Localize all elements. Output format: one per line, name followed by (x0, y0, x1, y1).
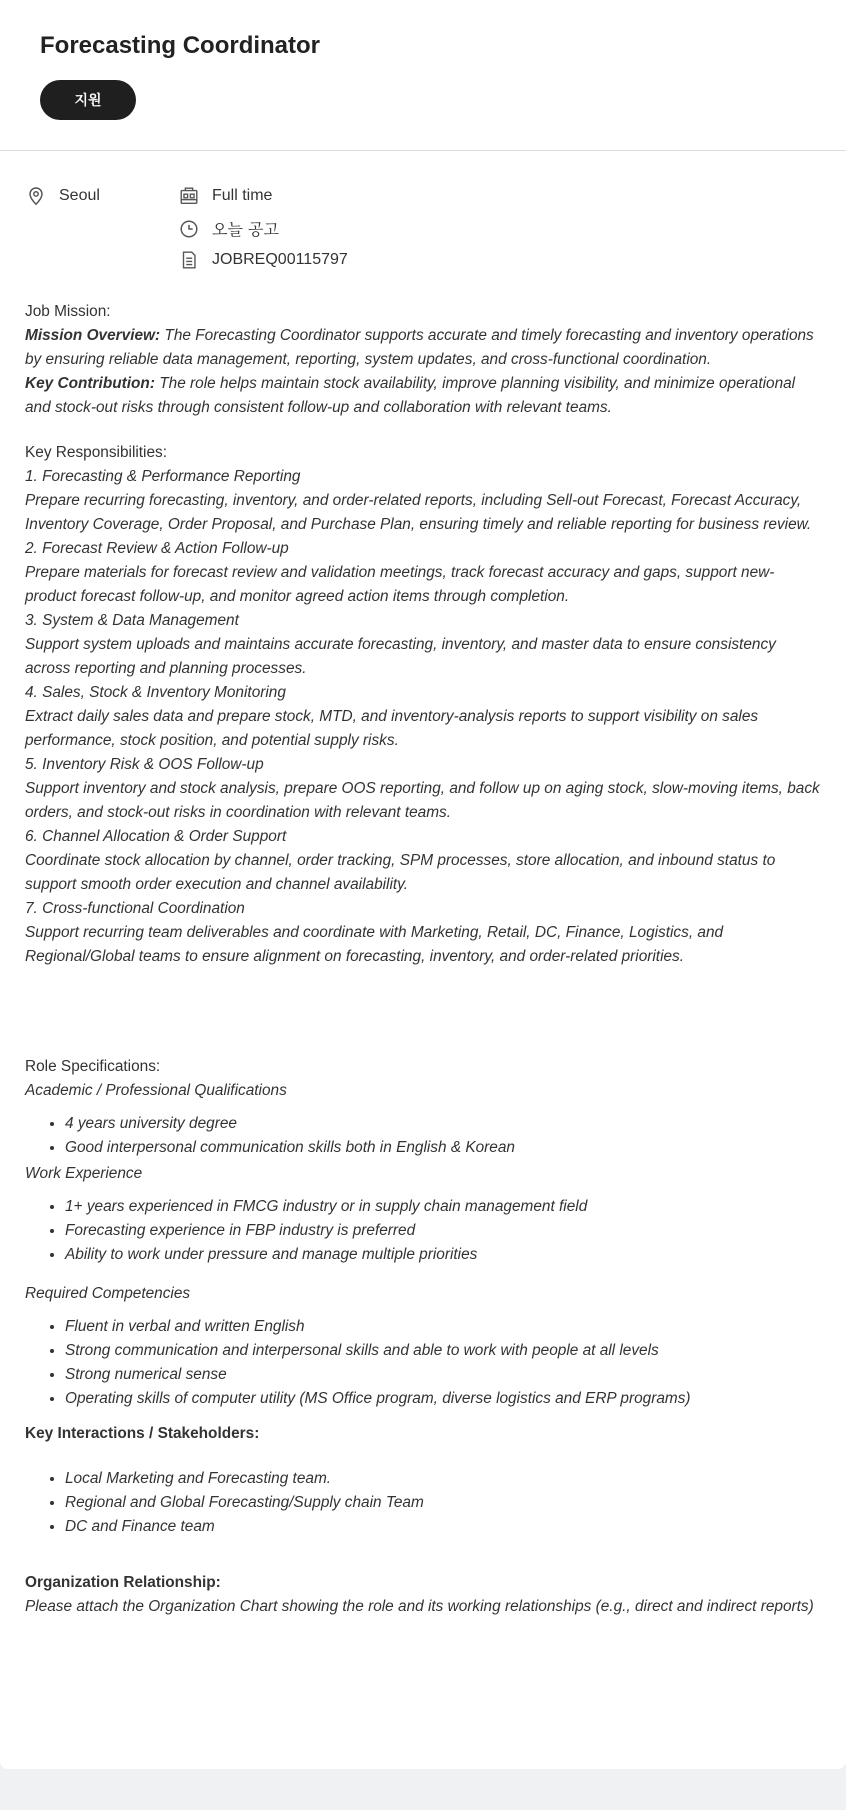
building-icon (178, 185, 200, 207)
apply-button[interactable]: 지원 (40, 80, 136, 120)
mission-overview (25, 324, 825, 372)
list-item: • Strong communication and interpersonal skills and able to work with people at all levels (65, 1339, 825, 1363)
key-contribution (25, 372, 825, 420)
list-item: • Good interpersonal communication skills both in English & Korean (65, 1136, 825, 1160)
list-item: • Regional and Global Forecasting/Supply chain Team (65, 1491, 825, 1515)
list-item: • 1+ years experienced in FMCG industry or in supply chain management field (65, 1195, 825, 1219)
academic-list (25, 1112, 825, 1160)
mission-overview-label: Mission Overview: (25, 327, 161, 344)
stakeholders-heading: Key Interactions / Stakeholders: (25, 1425, 260, 1442)
list-item: • Operating skills of computer utility (MS Office program, diverse logistics and ERP programs) (65, 1387, 825, 1411)
responsibility-title: 2. Forecast Review & Action Follow-up (25, 540, 289, 557)
list-item: • Forecasting experience in FBP industry is preferred (65, 1219, 825, 1243)
responsibility-title: 6. Channel Allocation & Order Support (25, 828, 287, 845)
document-icon (178, 249, 200, 271)
experience-list (25, 1195, 825, 1267)
list-item: • Fluent in verbal and written English (65, 1315, 825, 1339)
location-text: Seoul (59, 187, 100, 204)
list-item: • 4 years university degree (65, 1112, 825, 1136)
responsibility-text: Extract daily sales data and prepare stock, MTD, and inventory-analysis reports to support visibility on sales performance, stock position, and potential supply risks. (25, 708, 759, 749)
posted-item (178, 217, 279, 240)
academic-heading: Academic / Professional Qualifications (25, 1082, 287, 1099)
key-contribution-label: Key Contribution: (25, 375, 155, 392)
responsibility-text: Support system uploads and maintains accurate forecasting, inventory, and master data to ensure consistency across reporting and planning processes. (25, 636, 776, 677)
role-spec-heading: Role Specifications: (25, 1058, 161, 1075)
req-id-text: JOBREQ00115797 (212, 251, 348, 268)
org-heading: Organization Relationship: (25, 1574, 221, 1591)
responsibility-title: 5. Inventory Risk & OOS Follow-up (25, 756, 264, 773)
list-item: • Ability to work under pressure and manage multiple priorities (65, 1243, 825, 1267)
responsibility-title: 7. Cross-functional Coordination (25, 900, 245, 917)
job-meta (0, 151, 846, 301)
responsibility-text: Prepare recurring forecasting, inventory, and order-related reports, including Sell-out Forecast, Forecast Accuracy, Inventory Coverage, Order Proposal, and Purchase Plan, ensuring timely and reliable reporting for business review. (25, 492, 812, 533)
job-title: Forecasting Coordinator (40, 32, 321, 59)
employment-type-text: Full time (212, 187, 273, 204)
experience-heading: Work Experience (25, 1165, 143, 1182)
responsibility-text: Prepare materials for forecast review and validation meetings, track forecast accuracy and gaps, support new-product forecast follow-up, and monitor agreed action items through completion. (25, 564, 775, 605)
employment-type-item (178, 185, 272, 207)
key-contribution-text: The role helps maintain stock availability, improve planning visibility, and minimize operational and stock-out risks through consistent follow-up and collaboration with relevant teams. (25, 375, 796, 416)
clock-icon (178, 218, 200, 240)
list-item: • DC and Finance team (65, 1515, 825, 1539)
location-item (25, 185, 100, 207)
org-text: Please attach the Organization Chart showing the role and its working relationships (e.g., direct and indirect reports) (25, 1598, 814, 1615)
responsibility-title: 4. Sales, Stock & Inventory Monitoring (25, 684, 286, 701)
list-item: • Local Marketing and Forecasting team. (65, 1467, 825, 1491)
responsibilities-heading: Key Responsibilities: (25, 444, 168, 461)
list-item: • Strong numerical sense (65, 1363, 825, 1387)
responsibility-text: Coordinate stock allocation by channel, order tracking, SPM processes, store allocation, and inbound status to support smooth order execution and channel availability. (25, 852, 776, 893)
responsibilities-list (25, 465, 825, 969)
job-description (25, 300, 825, 1619)
req-id-item (178, 249, 348, 271)
competencies-list (25, 1315, 825, 1411)
responsibility-text: Support inventory and stock analysis, prepare OOS reporting, and follow up on aging stock, slow-moving items, back orders, and stock-out risks in coordination with relevant teams. (25, 780, 820, 821)
mission-heading: Job Mission: (25, 303, 111, 320)
posted-text: 오늘 공고 (212, 220, 279, 239)
responsibility-text: Support recurring team deliverables and coordinate with Marketing, Retail, DC, Finance, Logistics, and Regional/Global teams to ensure alignment on forecasting, inventory, and order-related priorities. (25, 924, 724, 965)
location-pin-icon (25, 185, 47, 207)
job-header (0, 0, 846, 151)
stakeholders-list (25, 1467, 825, 1539)
responsibility-title: 3. System & Data Management (25, 612, 239, 629)
responsibility-title: 1. Forecasting & Performance Reporting (25, 468, 301, 485)
mission-overview-text: The Forecasting Coordinator supports accurate and timely forecasting and inventory operations by ensuring reliable data management, reporting, system updates, and cross-functional coordination. (25, 327, 814, 368)
competencies-heading: Required Competencies (25, 1285, 191, 1302)
